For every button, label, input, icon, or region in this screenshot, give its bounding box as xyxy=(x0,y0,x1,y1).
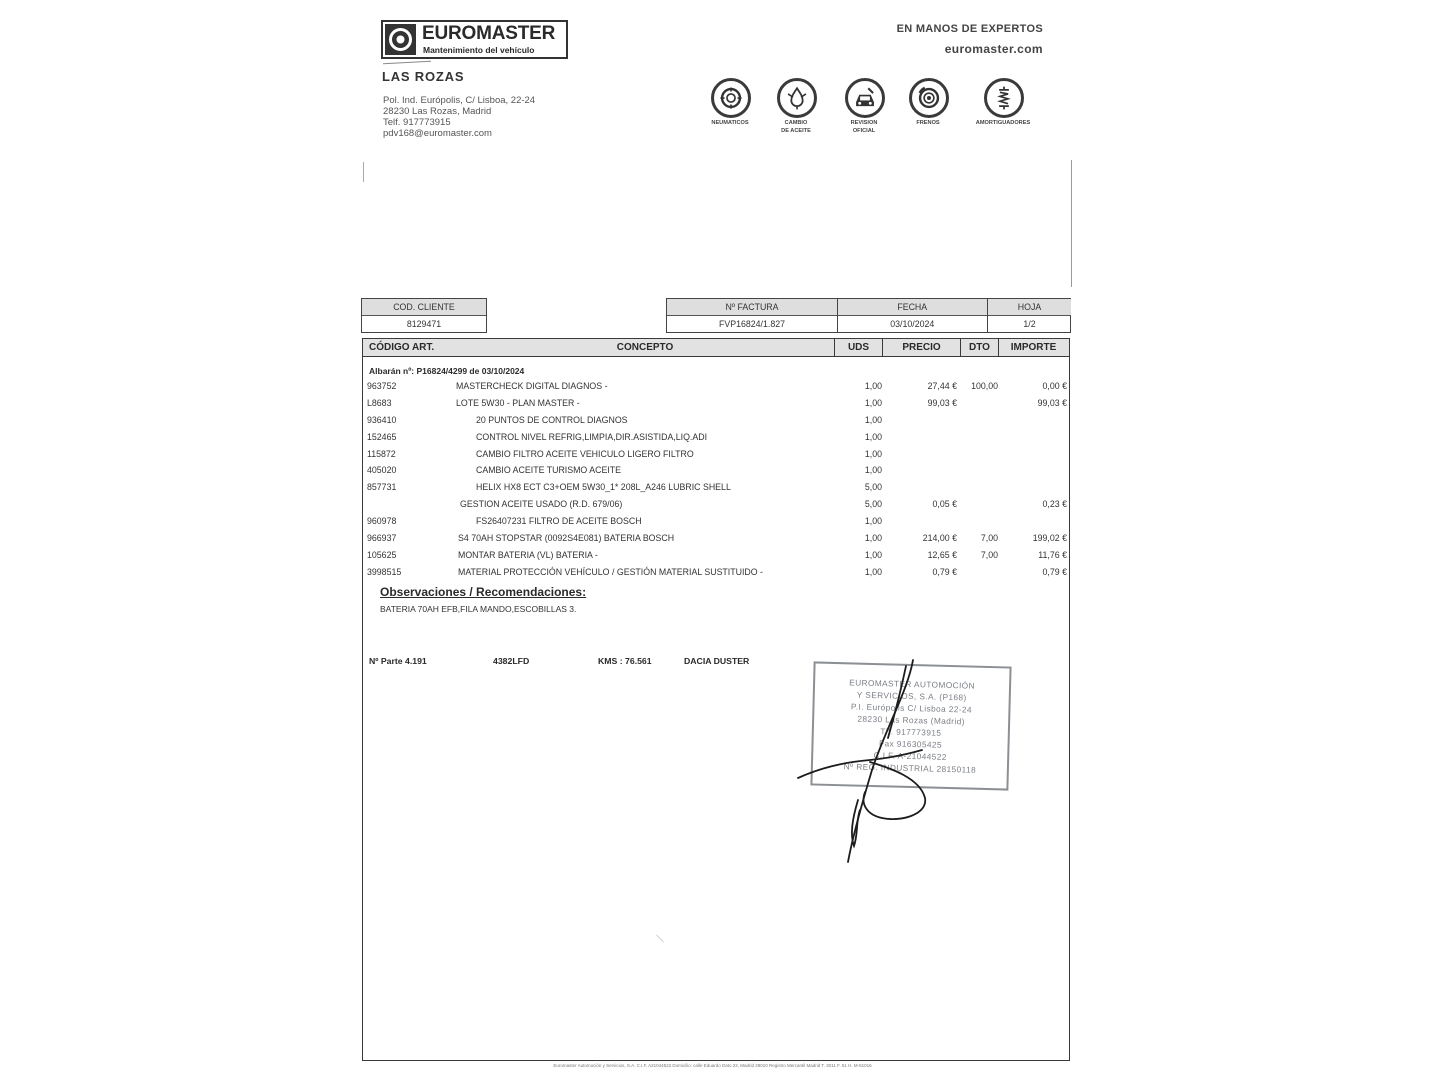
item-units: 5,00 xyxy=(864,499,882,510)
scan-edge-mark xyxy=(363,162,364,182)
item-discount: 7,00 xyxy=(980,533,998,544)
invoice-date-value: 03/10/2024 xyxy=(890,319,935,329)
branch-name: LAS ROZAS xyxy=(382,69,465,84)
item-units: 1,00 xyxy=(864,431,882,442)
table-row xyxy=(362,547,1071,564)
service-label-line xyxy=(888,127,968,135)
item-units: 1,00 xyxy=(864,533,882,544)
client-code-label: COD. CLIENTE xyxy=(362,299,486,316)
brake-disc-icon xyxy=(909,78,949,118)
table-row xyxy=(362,429,1071,446)
col-header-price: PRECIO xyxy=(882,339,961,356)
item-units: 1,00 xyxy=(864,549,882,560)
item-concept: FS26407231 FILTRO DE ACEITE BOSCH xyxy=(476,516,642,527)
item-price: 0,79 € xyxy=(932,566,957,577)
invoice-sheet-label: HOJA xyxy=(988,299,1071,316)
item-code: 105625 xyxy=(367,549,397,560)
item-concept: GESTION ACEITE USADO (R.D. 679/06) xyxy=(460,499,623,510)
item-price: 12,65 € xyxy=(927,549,957,560)
invoice-sheet-cell xyxy=(987,299,1071,332)
table-row xyxy=(362,462,1071,479)
service-label-shocks xyxy=(963,119,1043,135)
stamp-line: EUROMASTER AUTOMOCIÓN xyxy=(849,677,976,691)
item-code: 960978 xyxy=(367,516,397,527)
item-units: 5,00 xyxy=(864,482,882,493)
item-units: 1,00 xyxy=(864,465,882,476)
service-label-brakes xyxy=(888,119,968,135)
phone-line: Telf. 917773915 xyxy=(383,117,451,128)
stamp-line: 28230 Las Rozas (Madrid) xyxy=(857,713,965,727)
stamp-line: Nº REG. INDUSTRIAL 28150118 xyxy=(843,761,977,775)
stamp-line: Tlf. 917773915 xyxy=(880,726,942,738)
col-header-amount: IMPORTE xyxy=(998,339,1069,356)
col-header-units: UDS xyxy=(834,339,883,356)
website: euromaster.com xyxy=(944,42,1043,56)
item-code: 405020 xyxy=(367,465,397,476)
item-amount: 11,76 € xyxy=(1038,549,1067,560)
item-code: 857731 xyxy=(367,482,397,493)
item-code: 152465 xyxy=(367,431,397,442)
service-label-line xyxy=(963,127,1043,135)
item-concept: MASTERCHECK DIGITAL DIAGNOS - xyxy=(456,381,608,391)
service-label-line: CAMBIO xyxy=(784,120,808,126)
footer-legal-text: Euromaster Automoción y Servicios, S.A. C.I.F. A21044522 Domicilio: calle Eduardo Dato 22, Madrid 28010 Registro Mercantil Madrid T. 3011 F. 51 H. M-51016 xyxy=(553,1063,872,1068)
item-concept: HELIX HX8 ECT C3+OEM 5W30_1* 208L_A246 LUBRIC SHELL xyxy=(476,482,731,493)
item-units: 1,00 xyxy=(864,516,882,527)
delivery-note-ref: Albarán nº: P16824/4299 de 03/10/2024 xyxy=(369,366,525,376)
service-label-line: NEUMATICOS xyxy=(711,120,749,126)
client-code-value: 8129471 xyxy=(406,319,442,329)
item-code: 966937 xyxy=(367,533,397,544)
item-amount: 99,03 € xyxy=(1037,397,1067,408)
item-code: L8683 xyxy=(367,397,392,408)
item-amount: 0,23 € xyxy=(1042,499,1067,510)
item-code: 115872 xyxy=(367,448,396,459)
item-code: 3998515 xyxy=(367,566,402,577)
tagline: EN MANOS DE EXPERTOS xyxy=(896,23,1043,35)
table-header xyxy=(363,339,1069,357)
observations-text: BATERIA 70AH EFB,FILA MANDO,ESCOBILLAS 3. xyxy=(380,604,577,614)
vehicle-model: DACIA DUSTER xyxy=(684,656,750,666)
branch-address xyxy=(383,95,535,139)
invoice-date-cell xyxy=(837,299,987,332)
scan-edge-line xyxy=(1071,160,1072,287)
item-amount: 0,00 € xyxy=(1042,381,1067,391)
item-concept: CAMBIO FILTRO ACEITE VEHICULO LIGERO FILTRO xyxy=(476,448,694,459)
table-row xyxy=(362,530,1071,547)
item-concept: CAMBIO ACEITE TURISMO ACEITE xyxy=(476,465,622,476)
stamp-line: P.I. Európolis C/ Lisboa 22-24 xyxy=(850,701,973,715)
observations-title: Observaciones / Recomendaciones: xyxy=(380,585,587,599)
service-label-line: REVISION xyxy=(850,120,878,126)
invoice-sheet-value: 1/2 xyxy=(1023,319,1036,329)
item-amount: 199,02 € xyxy=(1032,533,1067,544)
item-concept: 20 PUNTOS DE CONTROL DIAGNOS xyxy=(476,414,628,425)
item-code: 936410 xyxy=(367,414,397,425)
tire-icon xyxy=(711,78,751,118)
logo-swoosh xyxy=(383,61,431,65)
client-code-box xyxy=(361,298,487,333)
table-row xyxy=(362,496,1071,513)
shock-absorber-icon xyxy=(984,78,1024,118)
oil-drop-icon xyxy=(777,78,817,118)
item-discount: 7,00 xyxy=(980,549,998,560)
item-units: 1,00 xyxy=(864,381,882,391)
item-code: 963752 xyxy=(367,381,397,391)
item-concept: LOTE 5W30 - PLAN MASTER - xyxy=(456,397,580,408)
invoice-number-value: FVP16824/1.827 xyxy=(718,319,786,329)
work-order-number: Nº Parte 4.191 xyxy=(369,656,427,666)
service-label-line: AMORTIGUADORES xyxy=(975,120,1031,126)
item-concept: MATERIAL PROTECCIÓN VEHÍCULO / GESTIÓN MATERIAL SUSTITUIDO - xyxy=(458,566,763,577)
euromaster-logo xyxy=(381,20,568,59)
table-body xyxy=(362,378,1071,581)
stamp-line: Y SERVICIOS, S.A. (P168) xyxy=(856,689,967,703)
invoice-date-label: FECHA xyxy=(838,299,987,316)
item-units: 1,00 xyxy=(864,414,882,425)
item-concept: CONTROL NIVEL REFRIG,LIMPIA,DIR.ASISTIDA,LIQ.ADI xyxy=(476,431,708,442)
service-label-line: DE ACEITE xyxy=(781,128,811,134)
vehicle-kms: KMS : 76.561 xyxy=(598,656,652,666)
item-concept: S4 70AH STOPSTAR (0092S4E081) BATERIA BOSCH xyxy=(458,533,675,544)
address-line: Pol. Ind. Európolis, C/ Lisboa, 22-24 xyxy=(383,95,536,106)
item-units: 1,00 xyxy=(864,397,882,408)
item-price: 214,00 € xyxy=(922,533,957,544)
invoice-info-box xyxy=(666,298,1071,333)
service-label-line: FRENOS xyxy=(916,120,940,126)
car-inspection-icon xyxy=(845,78,885,118)
stamp-line: C.I.F. A-21044522 xyxy=(873,750,947,762)
client-code-cell xyxy=(362,299,486,332)
address-line: 28230 Las Rozas, Madrid xyxy=(383,106,492,117)
handwritten-signature xyxy=(790,650,940,880)
table-row xyxy=(362,564,1071,581)
table-row xyxy=(362,479,1071,496)
item-discount: 100,00 xyxy=(971,381,998,391)
item-units: 1,00 xyxy=(864,566,882,577)
table-row xyxy=(362,446,1071,463)
email-line: pdv168@euromaster.com xyxy=(383,128,492,139)
table-row xyxy=(362,412,1071,429)
table-row xyxy=(362,513,1071,530)
item-price: 0,05 € xyxy=(932,499,957,510)
col-header-code: CÓDIGO ART. xyxy=(369,342,435,353)
logo-tire-icon xyxy=(385,24,416,55)
item-price: 27,44 € xyxy=(927,381,957,391)
item-units: 1,00 xyxy=(864,448,882,459)
col-header-concept: CONCEPTO xyxy=(616,342,674,353)
vehicle-plate: 4382LFD xyxy=(493,656,530,666)
item-amount: 0,79 € xyxy=(1042,566,1067,577)
stamp-line: Fax 916305425 xyxy=(878,738,943,750)
service-label-line: OFICIAL xyxy=(852,128,876,134)
item-price: 99,03 € xyxy=(927,397,957,408)
invoice-number-label: Nº FACTURA xyxy=(667,299,837,316)
invoice-number-cell xyxy=(667,299,837,332)
table-row xyxy=(362,378,1071,395)
item-concept: MONTAR BATERIA (VL) BATERIA - xyxy=(458,549,598,560)
logo-wordmark: EUROMASTER xyxy=(422,23,556,44)
col-header-discount: DTO xyxy=(960,339,999,356)
logo-subtitle: Mantenimiento del vehículo xyxy=(423,45,535,55)
table-row xyxy=(362,395,1071,412)
